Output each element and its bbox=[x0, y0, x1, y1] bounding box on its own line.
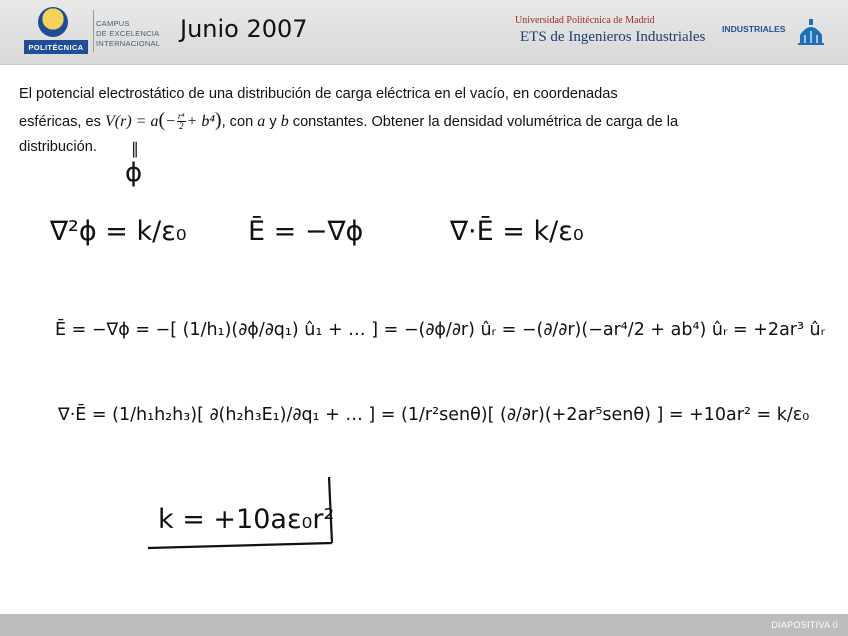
dome-icon bbox=[796, 17, 826, 47]
problem-statement bbox=[19, 82, 819, 161]
variable-b: b bbox=[280, 112, 289, 130]
poisson-equation: ∇²ϕ = k/ε₀ bbox=[50, 216, 187, 247]
crest-emblem-icon bbox=[38, 7, 68, 37]
upm-crest-logo bbox=[24, 6, 88, 54]
slide-number: DIAPOSITIVA 0 bbox=[771, 620, 838, 630]
formula-lhs: V(r) = a bbox=[104, 112, 159, 130]
university-name: Universidad Politécnica de Madrid bbox=[515, 15, 655, 26]
campus-line-3: INTERNACIONAL bbox=[96, 39, 161, 48]
statement-prefix: esféricas, es bbox=[19, 113, 101, 130]
campus-line-2: DE EXCELENCIA bbox=[96, 29, 160, 38]
industriales-logo bbox=[722, 17, 826, 47]
field-gradient-equation: Ē = −∇ϕ bbox=[248, 216, 364, 247]
gauss-law-equation: ∇·Ē = k/ε₀ bbox=[450, 216, 584, 247]
phi-symbol: ϕ bbox=[125, 158, 143, 188]
result-formula: k = +10aε₀r² bbox=[158, 504, 335, 535]
result-box-lines bbox=[148, 477, 335, 548]
equals-phi-mark: ∥ bbox=[131, 139, 139, 158]
statement-line-2: esféricas, es V(r) = a(− $\frac{\text{r⁴}}{2}$ + b⁴), con a y b constantes. Obtener la densidad volumétrica de carga de la bbox=[19, 108, 679, 132]
field-derivation: Ē = −∇ϕ = −[ (1/h₁)(∂ϕ/∂q₁) û₁ + … ] = −(∂ϕ/∂r) ûᵣ = −(∂/∂r)(−ar⁴/2 + ab⁴) ûᵣ = +2ar³ ûᵣ bbox=[55, 320, 826, 340]
slide-header bbox=[0, 0, 848, 65]
header-divider bbox=[93, 10, 94, 52]
campus-line-1: CAMPUS bbox=[96, 19, 130, 28]
politecnica-label: POLITÉCNICA bbox=[24, 40, 88, 54]
statement-line-1: El potencial electrostático de una distribución de carga eléctrica en el vacío, en coordenadas bbox=[19, 86, 618, 102]
slide-title: Junio 2007 bbox=[180, 15, 308, 43]
campus-excelencia-text bbox=[96, 19, 160, 49]
slide-footer bbox=[0, 614, 848, 636]
industriales-logo-text: INDUSTRIALES bbox=[722, 24, 786, 34]
variable-a: a bbox=[257, 112, 266, 130]
potential-formula: V(r) = a(− $\frac{\text{r⁴}}{2}$ + b⁴) bbox=[104, 108, 222, 132]
formula-fraction: $\frac{\text{r⁴}}{2}$ bbox=[177, 111, 185, 132]
statement-line-3: distribución. bbox=[19, 139, 97, 155]
school-name: ETS de Ingenieros Industriales bbox=[520, 29, 706, 45]
formula-rest: + b⁴ bbox=[186, 112, 215, 130]
divergence-derivation: ∇·Ē = (1/h₁h₂h₃)[ ∂(h₂h₃E₁)/∂q₁ + … ] = (1/r²senθ)[ (∂/∂r)(+2ar⁵senθ) ] = +10ar² = k/ε₀ bbox=[58, 405, 810, 425]
